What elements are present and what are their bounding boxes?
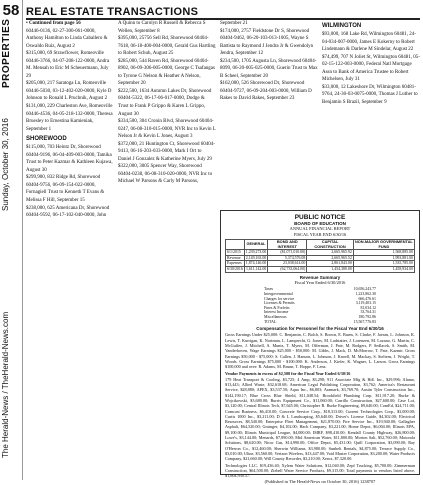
revenue-cell: Fines & Forfeits [264,305,290,310]
notice-paragraph: Technologies LLC, $19,436.40; Xylem Water Solutions, $12,040.00; Zepf Trucking, $5,700.00; Zimmerman Construction, $64,500.00; Ziebell Water Service Products, $9,315.00; Total payments to vendors listed above, $1,604,930.57. [225,462,415,479]
revenue-cell: 10,656,243.77 [353,287,376,292]
listing-entry: • Continued from page 56 [26,21,81,26]
table-cell: 2,665,965.92 [307,250,353,256]
revenue-cell: Charges for service [264,296,295,301]
revenue-title: Revenue Summary [299,274,341,280]
date-line: Sunday, October 30, 2016 [1,118,10,212]
revenue-cell: 1,223,862.30 [355,291,376,296]
listing-entry: $315,000, 69 Strawflower, Romeoville 60446-3766, 04-07-208-122-0000, Andra M. Mensah to Eric M Scheuermann, July 29 [26,51,110,79]
table-cell: 1,874,146.00 [245,261,267,266]
listing-entry: $395,000, 25756 Sell Rd, Shorewood 60404-7618, 06-18-400-004-0000, Gerald Gus Hartling to Robert Schuh, August 25 [118,36,216,57]
revenue-cell: 33,764.31 [360,310,376,315]
table-cell: 2,149,163.00 [245,255,267,260]
table-cell: 1,993,881.00 [353,255,414,261]
page-number: 58 [2,2,20,19]
revenue-cell: TOTAL [264,319,277,324]
revenue-cell: Licenses & Permits [264,301,295,306]
listing-entry: A Quinn to Carolyn R Russell & Rebecca S Wellen, September 8 [118,21,206,34]
site-line: The Herald-News / TheHerald-News.com [1,311,10,459]
notice-line2: FISCAL YEAR END 6/30/16 [293,231,347,237]
notice-subtitle: BOARD OF EDUCATION [294,221,346,226]
revenue-cell: 180,792.86 [358,314,376,319]
table-cell: (62,733,064.00) [268,267,307,273]
column-1 [26,20,114,475]
listing-entry: $205,000, 217 Saratoga Ln, Romeoville 60446-5030, 03-12-402-020-0000, Kyle D Johnson to Ronald L Pruchnik, August 2 [26,81,112,102]
listing-entry: $234,500, 1705 Augusta Ln, Shorewood 60404-8099, 06-20-005-025-0000, Guerin Trust to Max B Scheel, September 20 [220,58,318,79]
listing-entry: $33,000, 12 Lakeshore Dr, Wilmington 60481-9764, 24-30-03-0075-0000, Thomas J Luther to Benjamin S Brazil, September 9 [322,84,418,105]
listing-entry: $222,500, 1634 Autumn Lakes Dr, Shorewood 60404-5322, 06-17-06-017-0000, Dodge & Trust to Frank P Grippo & Karen L Grippo, August 30 [118,88,212,117]
table-cell: 1,611,142.00 [245,267,267,272]
table-cell: 6/1/2015 [226,250,245,256]
revenue-subtitle: Fiscal Year Ended 6/30/2016 [294,279,346,285]
town-heading: WILMINGTON [322,23,362,29]
revenue-cell: 81,034.12 [360,305,376,310]
revenue-cell: Interest Income [264,310,289,315]
fund-header: NON-MAJOR GOVERNMENTAL FUND [354,239,413,249]
town-heading: SHOREWOOD [26,136,67,143]
column-4 [322,20,420,210]
table-cell: 1,535,785.00 [353,261,414,267]
listing-entry: $322,000, 3005 Spencer Way, Shorewood 60404-0238, 06-08-310-020-0000, NVR Inc to Michael W Parsons & Carly M Parsons, [118,164,213,185]
column-2 [118,20,216,475]
compensation-title: Compensation for Personnel for the Fiscal Year End 6/30/16 [256,326,384,332]
page-sidebar [0,0,23,480]
public-notice [220,210,420,485]
fund-header: GENERAL [244,240,267,250]
listing-entry: September 21 [220,21,248,26]
listing-entry: $238,000, 625 Americana Dr, Shorewood 60404-9592, 06-17-102-040-0000, John [26,205,110,219]
fund-table [225,239,415,273]
revenue-row [263,320,377,325]
notice-title: PUBLIC NOTICE [294,214,346,221]
table-cell: 1,454,380.00 [307,267,353,273]
revenue-table [263,287,377,324]
listing-entry: $131,000, 229 Charleston Ave, Romeoville 60446-4536, 04-05-218-132-0000, Theresa Bruesley to Ernestina Kamieniak, September 1 [26,104,113,132]
notice-footer: (Published in The Herald-News on October 30, 2016) 1238707 [264,479,376,485]
section-label: PROPERTIES [1,18,12,88]
notice-body [225,332,415,478]
section-header [26,2,420,20]
listing-entry: $285,000, 544 Raven Rd, Shorewood 60404-8902, 06-09-306-005-0000, George C Tsafangas to Tyrone G Nelson & Heather A Nelson, September 20 [118,58,215,87]
notice-paragraph: 179 Heat Transport & Cooling, $3,725; 4 Amp, $3,298; 911 Associate Mfg & Hdl. Inc., $29,996; Alamo, $13,443; Allied Waste, $32,618.68; American Legal Publishing Corporation, $3,762; America's Restaurant Service, $28,880; APEX, $3,537.50; Aqua Inc., $6,803; Aramark, $3,769.70; Austin Tyler Construction Inc., $142,190.17; Blue Cross Blue Shield, $11,048.54; Brookfield Plumbing Corp. $11,917.20; Burke & Wojcikowski, $3,680.00; Burris Equipment Co., $11,060.00; Carrillo Construction, $27,600.00; Case Lot, $3,120.00; Central Illinois Tech, $7,645.00; Christopher B. Burke Engineering, $9,640.00; ComEd, $24,711.00; Comcast Business, $6,410.00; Concrete Service Corp., $18,313.00; Current Technologies Corp., $3,000.00; Curtis 1000 Inc., $3,211.00; D & L Landscaping, $5,640.00; Driver's License Guide, $4,302.00; Electrical Resources, $8,540.00; Enterprise Fleet Management, $21,870.00; Fire Service Inc., $19,940.00; Gallagher Asphalt, $64,520.00; Grainger, $4,102.00; Hach Company, $3,221.00; Home Depot, $6,004.00; Illinois EPA, $9,100.00; Illinois Municipal League, $4,000.00; IMRF, $98,410.00; Kendall County Highway, $26,800.00; Lowe's, $3,144.00; Menards, $7,890.00; Mid American Water, $11,800.00; Morton Salt, $52,760.00; Motorola Solutions, $8,620.00; Nicor Gas, $14,990.00; Office Depot, $5,431.00; Quill Corporation, $3,090.00; Ray O'Herron Co., $12,460.00; Sherwin Williams, $3,980.00; Sunbelt Rentals, $4,875.00; Terrace Supply Co., $3,010.00; Uline, $3,560.00; Verizon Wireless, $13,447.00; Void Master Corporation, $3,200.00; Water Products Company, $21,660.00; Will County Recorder, $3,210.00; Xerox, $7,320.00. [225,376,415,462]
revenue-cell: 666,476.61 [358,296,376,301]
table-cell: 1,458,934.00 [353,267,414,273]
listing-entry: $372,000, 21 Huntington Ct, Shorewood 60404-9413, 06-16-203-033-0000, Mark I Ort to Daniel J Gonzalez & Katherine Myers, July 29 [118,141,215,162]
listing-entry: $299,900, 832 Ridge Rd, Shorewood 60404-9756, 06-09-154-022-0000, Fornagiell Trust to Kenneth T Evans & Melissa F Hill, September 15 [26,175,105,204]
table-cell: ($1,071,010.00) [268,250,307,256]
table-row [226,267,415,273]
column-3 [220,20,318,210]
listing-entry: $334,500, 304 Cronin Blvd, Shorewood 60404-0247, 06-08-310-015-0000, NVR Inc to Kevin L Nelson Jr & Kevin L Jones, August 3 [118,119,216,140]
revenue-cell: 3,119,403.15 [355,301,376,306]
fund-header: CAPITAL CONSTRUCTION [307,240,353,250]
listing-entry: 60446-0136, 02-27-300-061-0000, Anthony Hamilton to Linda Caballero & Oswaldo Ruiz, August 2 [26,28,108,49]
table-cell: 2,665,965.52 [307,255,353,261]
section-title: REAL ESTATE TRANSACTIONS [26,6,199,18]
listing-entry: $115,000, 703 Heintz Dr, Shorewood 60404-9196, 06-04-409-003-0000, Tamika Trust to Peter Kazmar & Kathleen Kujawa, August 30 [26,145,113,173]
table-cell: Expenses [226,261,245,267]
notice-paragraph: Vendor Payments in excess of $2,500 for the Fiscal Year Ended 6/30/16 [225,370,351,376]
listing-entry: $93,000, 168 Lake Rd, Wilmington 60481, 24-04-034-007-0000, James E Kokerny to Robert Lindemann & Darlene M Sindelar, August 22 [322,32,416,53]
notice-line1: ANNUAL FINANCIAL REPORT [289,226,351,232]
revenue-cell: 15,567,776.83 [353,319,376,324]
revenue-cell: Taxes [264,287,274,292]
table-cell: 2,861,843.00 [307,261,353,267]
notice-paragraph: Gross Earnings Under $25,000: C. Benjamin, C. Bolch, S. Brown, E. Burns, S. Clarke, F. Jaeran, L. Johnson, K. Lewis, T. Kurrigan, K. Nortman, L. Lamprecht, G. Jones, M. Ladstatter, J. Lorenzen, M. Lozano, G. Martin, C. McGuffee, J. Mitchell, A. Muniz, T. Myers, M. Offerman, J. Pate, M. Rodgers, P. Sedlacek, S. Smith, M. Vanderhoven, Wage Earnings $25,000 - $50,000: M. Gibbs, J. Mack, D. McMorrow, T. Pate, Kazmir. Gross Earnings $50,000 - $75,000: S. Cullen, J. Hanson, L. Johnson, J. Knoell, M. Mackay, S. Steltens, J. Wright, T. Woods. Gross Earnings $75,000 - $100,000: K. Anderson, J. Kiefer, K. Wagner, L. Larson. Gross Earnings $100,000 and over: R. Adams, M. Brunn, T. Hoppe, F. Lenz. [225,332,415,370]
table-cell: 23,038,614.00 [268,261,307,267]
table-cell: 1,239,273.00 [245,250,267,255]
table-cell: 1,568,885.00 [353,250,414,256]
table-cell: 6/30/2016 [227,267,243,272]
listing-entry: $174,000, 2757 Fieldstone Dr S, Shorewood 60404-9462, 06-20-103-013-1005, Wayne S Battista to Raymond J Jendra Jr & Gwendolyn Jendra, September 12 [220,28,314,57]
fund-header [226,240,245,250]
fund-header: BOND AND INTEREST [268,240,307,250]
revenue-cell: Miscellaneous [264,314,287,319]
revenue-cell: Intergovernmental [264,291,293,296]
table-cell: 5,374,576.08 [268,255,307,261]
table-cell: Revenue [226,255,245,261]
listing-entry: $162,000, 526 Shorewood Dr, Shorewood 60404-9727, 06-09-204-003-0000, William D Rakes to David Rakes, September 23 [220,81,312,102]
listing-entry: $74,499, 707 N Joliet St, Wilmington 60481, 05-02-15-122-003-0000, Federal Natl Mortgage Assn to Bank of America Trustee to Robert Michelsen, July 31 [322,54,420,83]
